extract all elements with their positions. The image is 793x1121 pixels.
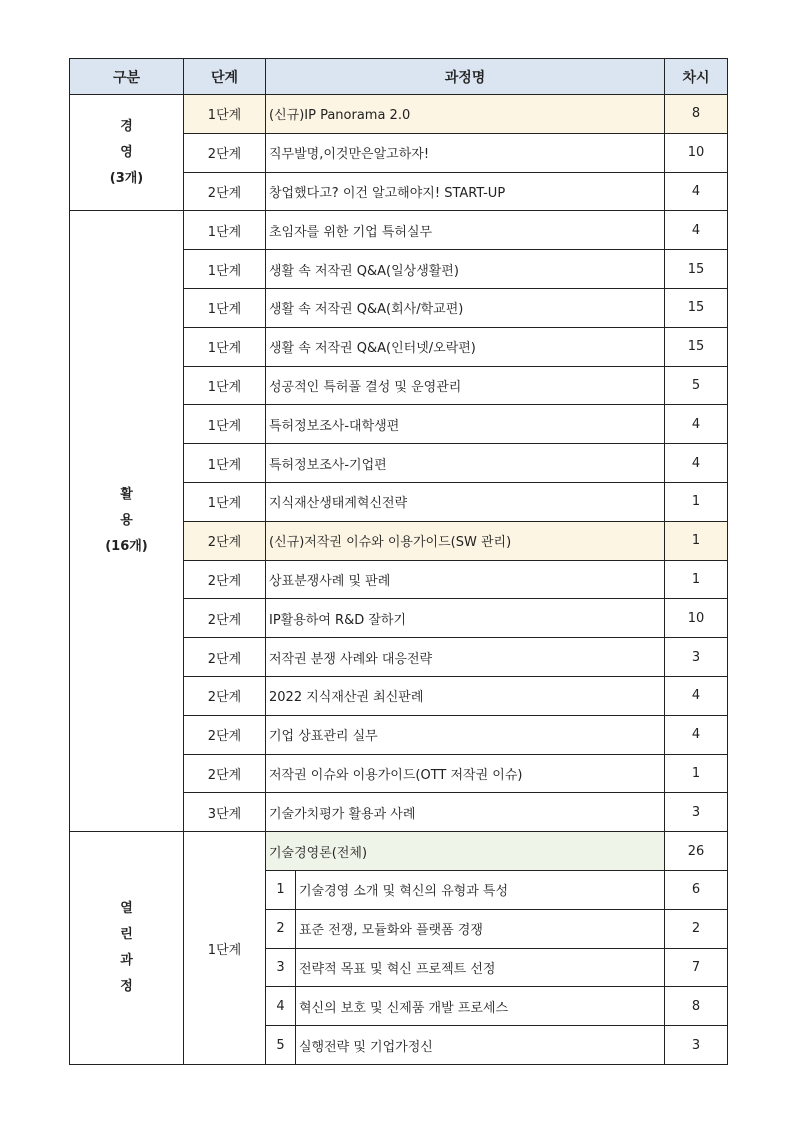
- course-name-cell: 생활 속 저작권 Q&A(회사/학교편): [266, 288, 665, 327]
- table-row: [70, 832, 728, 871]
- session-count-cell: 1: [665, 482, 728, 521]
- sub-course-name-cell: 기술경영 소개 및 혁신의 유형과 특성: [296, 870, 665, 909]
- course-name-cell: 2022 지식재산권 최신판례: [266, 676, 665, 715]
- course-name-cell: 직무발명,이것만은알고하자!: [266, 133, 665, 172]
- course-name-cell: 지식재산생태계혁신전략: [266, 482, 665, 521]
- category-label-line: (3개): [109, 170, 144, 186]
- course-name-cell: 특허정보조사-대학생편: [266, 405, 665, 444]
- sub-number-cell: 4: [266, 987, 296, 1026]
- course-name-cell: (신규)저작권 이슈와 이용가이드(SW 관리): [266, 521, 665, 560]
- stage-cell: 1단계: [184, 211, 266, 250]
- stage-cell: 1단계: [184, 405, 266, 444]
- sub-course-name-cell: 혁신의 보호 및 신제품 개발 프로세스: [296, 987, 665, 1026]
- stage-cell: 2단계: [184, 754, 266, 793]
- session-count-cell: 15: [665, 288, 728, 327]
- course-name-cell: 저작권 분쟁 사례와 대응전략: [266, 638, 665, 677]
- session-count-cell: 15: [665, 250, 728, 289]
- header-stage: 단계: [184, 59, 266, 95]
- course-name-cell: 특허정보조사-기업편: [266, 444, 665, 483]
- stage-cell: 1단계: [184, 327, 266, 366]
- category-label-line: 린: [120, 927, 133, 943]
- header-category: 구분: [70, 59, 184, 95]
- course-name-cell: 초임자를 위한 기업 특허실무: [266, 211, 665, 250]
- stage-cell: 2단계: [184, 715, 266, 754]
- session-count-cell: 4: [665, 715, 728, 754]
- stage-cell: 1단계: [184, 366, 266, 405]
- header-course-name: 과정명: [266, 59, 665, 95]
- session-count-cell: 3: [665, 793, 728, 832]
- session-count-cell: 10: [665, 133, 728, 172]
- category-label-line: 열: [120, 901, 133, 917]
- session-count-cell: 26: [665, 832, 728, 871]
- course-name-cell: IP활용하여 R&D 잘하기: [266, 599, 665, 638]
- stage-cell: 2단계: [184, 676, 266, 715]
- course-name-cell: (신규)IP Panorama 2.0: [266, 95, 665, 134]
- course-table: [69, 58, 728, 1065]
- category-cell: [70, 95, 184, 211]
- session-count-cell: 5: [665, 366, 728, 405]
- sub-number-cell: 2: [266, 909, 296, 948]
- session-count-cell: 15: [665, 327, 728, 366]
- session-count-cell: 10: [665, 599, 728, 638]
- header-sessions: 차시: [665, 59, 728, 95]
- session-count-cell: 2: [665, 909, 728, 948]
- category-label-line: 경: [120, 118, 133, 134]
- sub-number-cell: 1: [266, 870, 296, 909]
- stage-cell: 3단계: [184, 793, 266, 832]
- header-row: [70, 59, 728, 95]
- session-count-cell: 4: [665, 405, 728, 444]
- stage-cell: 2단계: [184, 172, 266, 211]
- table-row: [70, 211, 728, 250]
- sub-course-name-cell: 전략적 목표 및 혁신 프로젝트 선정: [296, 948, 665, 987]
- category-label-line: 과: [120, 953, 133, 969]
- category-cell: [70, 832, 184, 1065]
- stage-cell: 2단계: [184, 133, 266, 172]
- course-name-cell: 기업 상표관리 실무: [266, 715, 665, 754]
- stage-cell: 1단계: [184, 250, 266, 289]
- session-count-cell: 7: [665, 948, 728, 987]
- stage-cell: 2단계: [184, 560, 266, 599]
- session-count-cell: 4: [665, 172, 728, 211]
- stage-cell: 2단계: [184, 599, 266, 638]
- table-body: [70, 95, 728, 1065]
- course-name-cell: 생활 속 저작권 Q&A(인터넷/오락편): [266, 327, 665, 366]
- table-row: [70, 95, 728, 134]
- course-name-cell: 저작권 이슈와 이용가이드(OTT 저작권 이슈): [266, 754, 665, 793]
- sub-course-name-cell: 표준 전쟁, 모듈화와 플랫폼 경쟁: [296, 909, 665, 948]
- session-count-cell: 8: [665, 987, 728, 1026]
- session-count-cell: 4: [665, 676, 728, 715]
- stage-cell: 1단계: [184, 444, 266, 483]
- session-count-cell: 4: [665, 444, 728, 483]
- session-count-cell: 3: [665, 1026, 728, 1065]
- category-cell: [70, 211, 184, 832]
- sub-number-cell: 3: [266, 948, 296, 987]
- category-label-line: 정: [120, 979, 133, 995]
- course-name-cell: 기술가치평가 활용과 사례: [266, 793, 665, 832]
- category-label-line: 용: [120, 513, 133, 529]
- session-count-cell: 4: [665, 211, 728, 250]
- session-count-cell: 6: [665, 870, 728, 909]
- stage-cell: 1단계: [184, 832, 266, 1065]
- stage-cell: 1단계: [184, 482, 266, 521]
- category-label-line: (16개): [105, 539, 148, 555]
- course-name-cell: 생활 속 저작권 Q&A(일상생활편): [266, 250, 665, 289]
- session-count-cell: 1: [665, 521, 728, 560]
- stage-cell: 1단계: [184, 95, 266, 134]
- course-name-cell: 기술경영론(전체): [266, 832, 665, 871]
- course-name-cell: 성공적인 특허풀 결성 및 운영관리: [266, 366, 665, 405]
- sub-number-cell: 5: [266, 1026, 296, 1065]
- session-count-cell: 8: [665, 95, 728, 134]
- session-count-cell: 1: [665, 560, 728, 599]
- session-count-cell: 3: [665, 638, 728, 677]
- sub-course-name-cell: 실행전략 및 기업가정신: [296, 1026, 665, 1065]
- course-name-cell: 상표분쟁사례 및 판례: [266, 560, 665, 599]
- session-count-cell: 1: [665, 754, 728, 793]
- course-name-cell: 창업했다고? 이건 알고해야지! START-UP: [266, 172, 665, 211]
- stage-cell: 1단계: [184, 288, 266, 327]
- category-label-line: 영: [120, 144, 133, 160]
- stage-cell: 2단계: [184, 521, 266, 560]
- stage-cell: 2단계: [184, 638, 266, 677]
- category-label-line: 활: [120, 487, 133, 503]
